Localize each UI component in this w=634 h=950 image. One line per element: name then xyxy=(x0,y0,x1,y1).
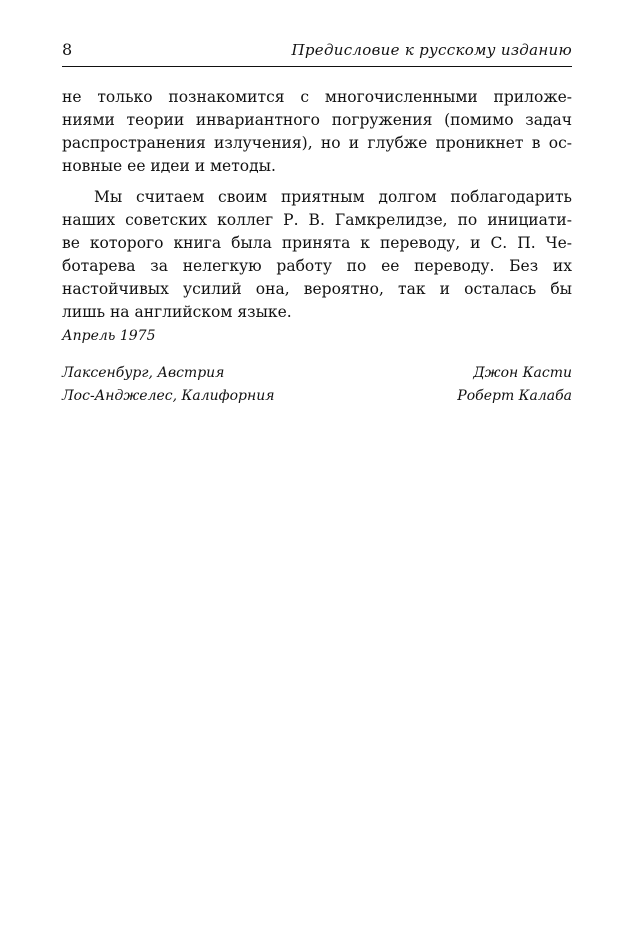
text-line: наших советских коллег Р. В. Гамкрелидзе, по инициати- xyxy=(62,211,572,229)
author-name: Роберт Калаба xyxy=(457,388,572,404)
body-text xyxy=(62,86,572,324)
text-line: ниями теории инвариантного погружения (помимо задач xyxy=(62,111,572,129)
text-line: ве которого книга была принята к переводу, и С. П. Че- xyxy=(62,234,572,252)
paragraph-1 xyxy=(62,86,572,178)
text-line: лишь на английском языке. xyxy=(62,303,292,321)
paragraph-2 xyxy=(62,186,572,324)
running-head xyxy=(62,38,572,62)
page-number: 8 xyxy=(62,40,73,59)
signature-locations xyxy=(62,362,275,408)
text-line: распространения излучения), но и глубже проникнет в ос- xyxy=(62,134,572,152)
text-line: настойчивых усилий она, вероятно, так и осталась бы xyxy=(62,280,572,298)
text-line: новные ее идеи и методы. xyxy=(62,157,276,175)
signature-authors xyxy=(457,362,572,408)
text-line: не только познакомится с многочисленными приложе- xyxy=(62,88,572,106)
location-line: Лаксенбург, Австрия xyxy=(62,365,225,381)
preface-date: Апрель 1975 xyxy=(62,328,156,344)
header-rule xyxy=(62,66,572,67)
text-line: Мы считаем своим приятным долгом поблагодарить xyxy=(94,188,572,206)
running-title: Предисловие к русскому изданию xyxy=(291,41,572,59)
paragraph-gap xyxy=(62,178,572,186)
author-name: Джон Касти xyxy=(473,365,572,381)
text-line: ботарева за нелегкую работу по ее переводу. Без их xyxy=(62,257,572,275)
location-line: Лос-Анджелес, Калифорния xyxy=(62,388,275,404)
